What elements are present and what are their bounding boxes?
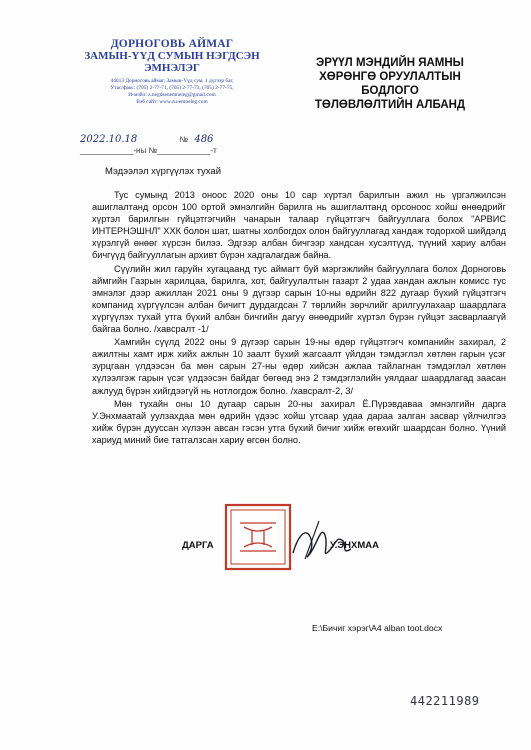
letterhead-sender	[72, 38, 272, 106]
letter-body	[92, 189, 506, 447]
number-label: №	[179, 135, 189, 144]
org-phone: Утас/факс: (705) 2-77-71, (705) 2-77-73, (705) 2-77-75,	[110, 85, 234, 91]
letter-subject: Мэдээлэл хүргүүлэх тухай	[105, 166, 222, 177]
recipient-line3: ТӨЛӨВЛӨЛТИЙН АЛБАНД	[314, 99, 466, 111]
official-stamp	[222, 501, 294, 573]
letterhead-recipient	[290, 56, 490, 112]
org-email: И-мэйл: z.negdsenemneleg@gmail.com	[128, 92, 216, 98]
org-name-line2: ЗАМЫН-ҮҮД СУМЫН НЭГДСЭН	[84, 50, 260, 62]
signatory-name: У.ЭНХМАА	[330, 540, 379, 551]
body-paragraph: Тус сумынд 2013 оноос 2020 оны 10 сар хүртэл барилгын ажил нь үргэлжилсэн ашиглалтанд орсон 100 ортой эмнэлгийн барилга нь ашиглалтанд орсоноос хойш өнөөдрийг хүртэл барилгын гүйцэтгэгчийн чанарын талаар гүйцэтгэгч байгууллага болох "АРВИС ИНТЕРНЭШНЛ" ХХК болон шат, шатны холбогдох олон байгууллагад хандаж тодорхой шийдэлд хүрэлгүй өнөөг хүрсэн билээ. Эдгээр албан бичгээр хандсан хусэлтүүд, түүний хариу албан бичгүүд байгууллагын архивт бүрэн хадгалагдаж байна.	[92, 190, 506, 261]
org-name-line3: ЭМНЭЛЭГ	[144, 62, 200, 74]
org-name-line1: ДОРНОГОВЬ АЙМАГ	[110, 38, 234, 50]
reference-line	[80, 134, 213, 145]
body-paragraph: Хамгийн сүүлд 2022 оны 9 дүгээр сарын 19-ны өдөр гүйцэтгэгч компанийн захирал, 2 ажилтны хамт ирж хийх ажлын 10 заалт бүхий жагсаалт үйлдэн тэмдэглэл хөтлөн гарын үсэг зурцгаан үлдээсэн ба мөн сарын 27-ны өдөр хийсэн ажлаа тайлагнан тэмдэглэл хөтлөн хүлээлгэж гарын үсэг үлдээсэн байдаг бөгөөд энэ 2 тэмдэглэлийн уялдааг шаардлагад заасан ажлууд бүрэн хийгдээгүй нь нотлогдож болно. /хавсралт-2, 3/	[92, 337, 506, 396]
handwritten-date: 2022.10.18	[80, 134, 138, 145]
body-paragraph: Мөн тухайн оны 10 дугаар сарын 20-ны захирал Ё.Пүрэвдаваа эмнэлгийн дарга У.Энхмаатай уулзахдаа мөн өдрийн үдээс хойш утсаар удаа дараа залган засвар үйлчилгээ хийж бүрэн дууссан хүлээн авсан гэсэн утга бүхий бичиг хийж өгөхийг шаардсан болно. Үүний хариуд миний бие татгалзсан хариу өгсөн болно.	[92, 398, 506, 445]
ref-blank-1: ____________	[80, 146, 134, 155]
recipient-line2: ХӨРӨНГӨ ОРУУЛАЛТЫН БОДЛОГО	[319, 71, 461, 97]
handwritten-number: 486	[194, 134, 214, 145]
body-paragraph: Сүүлийн жил гаруйн хугацаанд тус аймагт буй мэргэжлийн байгууллага болох Дорноговь аймгийн Газрын харилцаа, барилга, хот, байгуулалтын газарт 2 удаа хандан ажлын комисс тус эмнэлэг дээр ажиллан 2021 оны 9 дүгээр сарын 10-ны өдрийн 822 дугаар бүхий гүйцэтгэгч компанид хүргүүлсэн албан бичигт дурдагдсан 7 төрлийн зөрчлийг арилгуулахаар шаардлага хүргүүлэх тухай утга бүхий албан бичгийн дагуу өнөөдрийг хүртэл бүрэн гүйцэт засварлаагүй байгаа болно. /хавсралт -1/	[92, 263, 506, 335]
ref-blank-2: ____________-т	[157, 146, 217, 155]
signatory-title: ДАРГА	[182, 540, 214, 551]
reference-line-2	[80, 146, 217, 155]
file-path: E:\Бичиг хэрэг\А4 alban toot.docx	[312, 623, 443, 633]
org-address: 44013 Дорноговь аймаг, Замын-Үүд сум, 1 дүгээр баг,	[110, 78, 234, 84]
recipient-line1: ЭРҮҮЛ МЭНДИЙН ЯАМНЫ	[316, 57, 464, 69]
ref-mid-label: -ны №	[133, 146, 158, 155]
org-website: Вэб сайт: www.zu-emneleg.com	[136, 99, 208, 105]
document-serial: 442211989	[410, 694, 480, 708]
